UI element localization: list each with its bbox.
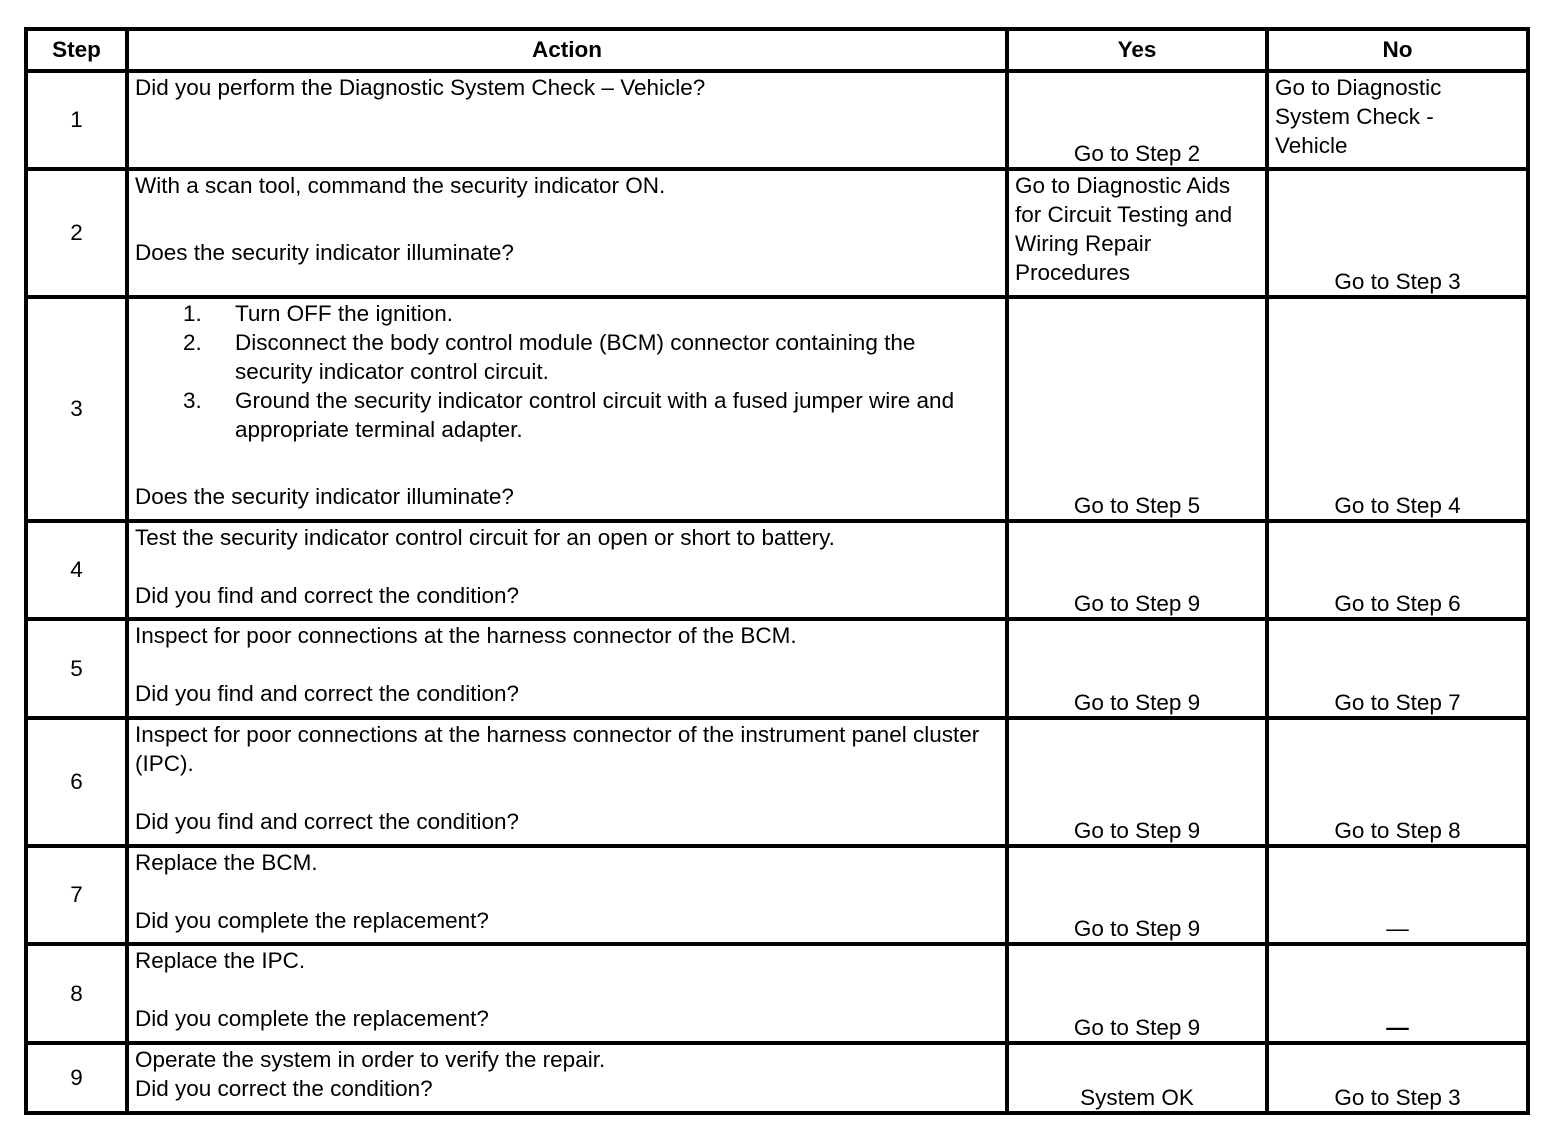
action-text: Replace the IPC.: [135, 948, 306, 973]
action-cell: [127, 169, 1007, 297]
action-question: Did you find and correct the condition?: [135, 583, 519, 608]
yes-cell: Go to Step 9: [1007, 718, 1267, 846]
step-number: 1: [26, 71, 127, 169]
step-number: 5: [26, 619, 127, 718]
diagnostic-table: [24, 27, 1530, 1115]
header-action: Action: [127, 29, 1007, 71]
step-number: 7: [26, 846, 127, 944]
action-cell: [127, 944, 1007, 1043]
step-number: 2: [26, 169, 127, 297]
action-cell: [127, 1043, 1007, 1113]
action-text: Inspect for poor connections at the harness connector of the BCM.: [135, 623, 797, 648]
action-question: Did you complete the replacement?: [135, 1006, 489, 1031]
action-cell: [127, 521, 1007, 619]
table-row: [26, 1043, 1528, 1113]
list-item-number: 1.: [183, 301, 202, 326]
list-item-number: 2.: [183, 330, 202, 355]
step-number: 3: [26, 297, 127, 521]
step-number: 8: [26, 944, 127, 1043]
table-row: [26, 169, 1528, 297]
no-cell: Go to Step 3: [1267, 169, 1528, 297]
action-cell: [127, 718, 1007, 846]
list-item-number: 3.: [183, 388, 202, 413]
no-cell: Go to Step 7: [1267, 619, 1528, 718]
step-number: 6: [26, 718, 127, 846]
no-cell: Go to Step 3: [1267, 1043, 1528, 1113]
list-item-text: Disconnect the body control module (BCM) connector containing the security indicator control circuit.: [235, 330, 916, 384]
yes-cell: Go to Step 2: [1007, 71, 1267, 169]
table-row: [26, 297, 1528, 521]
yes-cell: Go to Step 9: [1007, 846, 1267, 944]
header-step: Step: [26, 29, 127, 71]
yes-cell: Go to Step 9: [1007, 521, 1267, 619]
action-cell: [127, 71, 1007, 169]
action-text: With a scan tool, command the security indicator ON.: [135, 173, 666, 198]
action-text: Replace the BCM.: [135, 850, 318, 875]
step-number: 4: [26, 521, 127, 619]
yes-cell: Go to Diagnostic Aids for Circuit Testing and Wiring Repair Procedures: [1007, 169, 1267, 297]
no-cell: Go to Step 8: [1267, 718, 1528, 846]
action-cell: [127, 619, 1007, 718]
action-question: Does the security indicator illuminate?: [135, 240, 514, 265]
header-row: [26, 29, 1528, 71]
list-item: [183, 299, 999, 328]
no-cell: Go to Diagnostic System Check - Vehicle: [1267, 71, 1528, 169]
no-cell: Go to Step 6: [1267, 521, 1528, 619]
action-question: Did you complete the replacement?: [135, 908, 489, 933]
action-question: Did you find and correct the condition?: [135, 681, 519, 706]
procedure-list: [135, 299, 999, 444]
no-cell: —: [1267, 944, 1528, 1043]
table-row: [26, 619, 1528, 718]
action-question: Did you find and correct the condition?: [135, 809, 519, 834]
list-item-text: Turn OFF the ignition.: [235, 301, 454, 326]
action-text: Operate the system in order to verify the repair.: [135, 1047, 606, 1072]
header-no: No: [1267, 29, 1528, 71]
yes-cell: Go to Step 9: [1007, 619, 1267, 718]
list-item: [183, 386, 999, 444]
action-question: Did you correct the condition?: [135, 1076, 433, 1101]
table-row: [26, 718, 1528, 846]
yes-cell: Go to Step 5: [1007, 297, 1267, 521]
action-text: Inspect for poor connections at the harness connector of the instrument panel cluster (IPC).: [135, 722, 980, 776]
header-yes: Yes: [1007, 29, 1267, 71]
action-text: Test the security indicator control circuit for an open or short to battery.: [135, 525, 835, 550]
list-item-text: Ground the security indicator control circuit with a fused jumper wire and appropriate terminal adapter.: [235, 388, 955, 442]
no-cell: Go to Step 4: [1267, 297, 1528, 521]
no-cell: —: [1267, 846, 1528, 944]
list-item: [183, 328, 999, 386]
step-number: 9: [26, 1043, 127, 1113]
table-row: [26, 71, 1528, 169]
action-cell: [127, 297, 1007, 521]
action-question: Does the security indicator illuminate?: [135, 484, 514, 509]
table-row: [26, 944, 1528, 1043]
table-row: [26, 846, 1528, 944]
action-text: Did you perform the Diagnostic System Check – Vehicle?: [135, 75, 706, 100]
action-cell: [127, 846, 1007, 944]
table-row: [26, 521, 1528, 619]
yes-cell: Go to Step 9: [1007, 944, 1267, 1043]
yes-cell: System OK: [1007, 1043, 1267, 1113]
